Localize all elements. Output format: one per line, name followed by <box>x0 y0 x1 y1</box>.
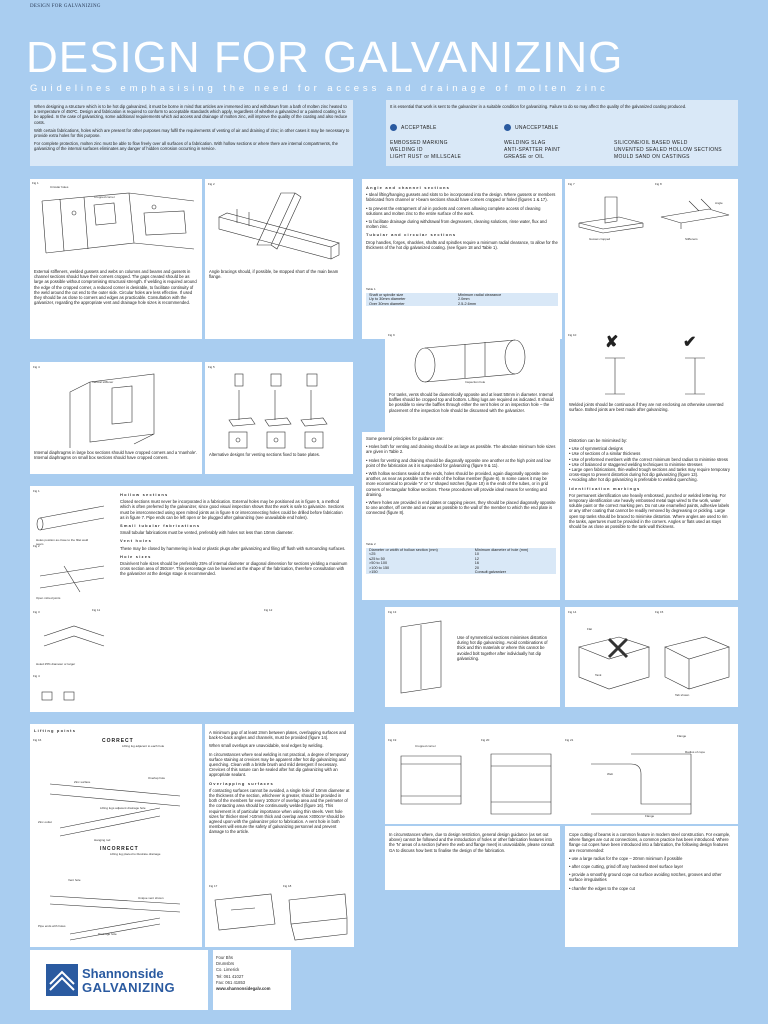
fig-7-label: Fig 7 <box>568 182 575 186</box>
company-name-line-1: Shannonside <box>82 966 164 981</box>
cope-text: Cope cutting of beams is a common feature in modern steel construction. For example, where flanges are cut at connections, a common practice has been introduced. Where flange cut copes have been introduced into a fabrication, the following design features are recommended: <box>569 832 731 853</box>
fig-13-label: Fig 13 <box>388 610 397 614</box>
stiffeners-text: External stiffeners, welded gussets and webs on columns and beams and gussets in channel sections should have their corners cropped. The gaps created should be as large as possible without compromising structural strength. If welding is required around the edge of the cropped corner, a reduced corner is desirable, to facilitate continuity of the weld around the cut end to the outer side. Circular holes are less effective. If used they should be as close to corners and edges as practicable. Consultation with the galvanizer, regarding the appropriate vent and drainage hole sizes is recommended. <box>34 269 197 306</box>
small-tubular-heading: Small tubular fabrications <box>120 523 201 529</box>
table-2-cell: 16 <box>472 561 556 565</box>
label-web: Web <box>607 772 614 776</box>
fig-2-label: Fig 2 <box>208 182 215 186</box>
label-vertical-stiffener: Vertical stiffener <box>92 380 114 384</box>
hollow-text-1: Closed sections must never be incorporated in a fabrication. External holes may be positioned as in figure 5, a method which is often preferred by the galvanizer, since good visual inspection shows that the work is safe to galvanize. Sections must be interconnected using open mitred joints as in figure 6 or interconnecting holes could be drilled before fabrication as in figure 7. Pipe ends can be left open or be plugged after galvanizing (see unavailable end holes). <box>120 499 344 520</box>
label-overlap-hole: Overlap hole <box>148 776 166 780</box>
fig-8-label: Fig 8 <box>655 182 662 186</box>
page-subtitle: Guidelines emphasising the need for access and drainage of molten zinc <box>30 83 609 94</box>
tubular-text: Drop handles, forges, shackles, shafts and spindles require a minimum radial clearance, to allow for the thickness of the hot dip galvanized coating. (see figure 18 and Table 1). <box>366 239 558 250</box>
section-venting-base <box>205 362 353 474</box>
bracing-drawing <box>211 187 347 265</box>
address-line: Tel: 061 41027 <box>216 973 244 979</box>
overlap-heading: Overlapping surfaces <box>209 780 274 786</box>
table-2-cell: 12 <box>472 557 556 561</box>
principles-item: • Holes for venting and draining should be diagonally opposite one another at the high point and low point of the fabrication as it is suspended for galvanizing (figure 9 & 11). <box>366 457 551 468</box>
cope-item: • use a large radius for the cope – 20mm minimum if possible <box>569 855 683 861</box>
section-stiffeners <box>30 179 202 339</box>
distortion-item: • Avoiding after hot dip galvanizing is preferable to welded quenching. <box>569 477 698 483</box>
distortion-item: • Use of sections of a similar thickness <box>569 451 641 457</box>
distortion-item: • Use of symmetrical designs <box>569 446 623 452</box>
section-angle-channel <box>362 179 562 339</box>
table-1 <box>366 293 558 306</box>
table-2-cell: >100 to 150 <box>366 566 472 570</box>
fig-hollow-4-label: Fig 4 <box>33 674 40 678</box>
box-section-drawing <box>50 368 180 448</box>
label-holes-position: Holes position as close to the fillet weld seam <box>36 538 89 546</box>
page-topline: DESIGN FOR GALVANIZING <box>30 4 101 9</box>
fig-15-label: Fig 15 <box>655 610 664 614</box>
cope-item: • after cope cutting, grind off any hardened steel surface layer <box>569 864 684 870</box>
section-principles <box>362 432 560 600</box>
section-distortion <box>565 432 738 600</box>
label-lifting-lug: Lifting lug adjacent to each hole <box>122 744 165 748</box>
section-angle-bracing <box>205 179 353 339</box>
overlap-text-4: If contacting surfaces cannot be avoided, a single hole of 10mm diameter at the thickness of the section, whichever is greater, should be provided in both of the members for every 100cm² of overlap area and the perimeter of the contacting area should be continuously welded (figure 16). This requirement is of particular importance when using thin steels. Vent hole sizes for thicker steel >10mm thick and overlap areas >300cm² should be agreed upon with the galvanizer prior to fabrication. A vent hole in both members will ensure the safety of galvanizing personnel and prevent damage to the article. <box>209 787 350 835</box>
section-symmetry <box>385 607 560 707</box>
acceptable-label: ACCEPTABLE <box>390 124 437 131</box>
intro-paragraph-3: For complete protection, molten zinc must be able to flow freely over all surfaces of a fabrication. With hollow sections or where there are internal compartments, the galvanizing of the internal surfaces eliminates any danger of hidden corrosion occurring in service. <box>34 141 338 152</box>
section-cropped-beams <box>385 724 738 824</box>
table-2-caption: Table 2 <box>366 542 376 546</box>
distortion-intro: Distortion can be minimised by: <box>569 438 628 443</box>
fig-10-label: Fig 10 <box>568 333 577 337</box>
label-tab-shown: Tab shown <box>675 693 690 697</box>
address-line: Four Bhs <box>216 955 233 960</box>
tick-mark-icon: ✔ <box>683 334 697 351</box>
base-plate-drawing <box>215 370 345 450</box>
principles-item: • Holes both for venting and draining should be as large as possible. The absolute minimum hole sizes are given in Table 2. <box>366 444 556 455</box>
fig-17-label: Fig 17 <box>209 884 218 888</box>
fig-hollow-3-label: Fig 3 <box>33 610 40 614</box>
intro-panel <box>30 100 353 166</box>
fig-1-label: Fig 1 <box>32 181 39 185</box>
condition-text: It is essential that work is sent to the galvanizer in a suitable condition for galvanizing. Failure to do so may affect the quality of the galvanized coating produced. <box>390 104 687 109</box>
fig-14-label: Fig 14 <box>568 610 577 614</box>
hollow-text-4: Drain/vent hole sizes should be preferably 25% of internal diameter or diagonal dimension for sections yielding a maximum cross section area of 350cm². This percentage can be lowered as the shape of the fabrication, therefore consultation with the galvanizer at the design stage is recommended. <box>120 561 348 577</box>
label-tank: Tank <box>595 673 602 677</box>
table-1-cell: Up to 30mm diameter <box>366 297 455 301</box>
page-title: DESIGN FOR GALVANIZING <box>26 33 624 82</box>
design-restriction-text: In circumstances where, due to design restriction, general design guidance (as set out above) cannot be followed and the introduction of holes or other fabrication features into the 'N' areas of a section (where the web and flange meet) is unavoidable, please consult GA to discuss how best to finalise the design of the fabrication. <box>389 832 555 853</box>
label-stiffeners: Stiffeners <box>685 237 698 241</box>
table-1-cell: 2.0mm <box>455 297 558 301</box>
table-2 <box>366 548 556 574</box>
unacceptable-list-1: WELDING SLAG ANTI-SPATTER PAINT GREASE or OIL <box>504 140 561 160</box>
section-tanks <box>385 330 560 432</box>
label-pipe-ends: Pipe ends with holes <box>38 924 66 928</box>
company-logo-icon <box>46 964 78 996</box>
table-2-cell: 10 <box>472 552 556 556</box>
table-1-header: Minimum radial clearance <box>455 293 558 297</box>
fig-9-label: Fig 9 <box>388 333 395 337</box>
table-2-cell: <25 <box>366 552 472 556</box>
label-lifting-lug-placed: Lifting lug placed to illustrate drainage <box>110 852 161 856</box>
principles-intro: Some general principles for guidance are: <box>366 436 444 441</box>
section-tanks-stays <box>565 607 738 707</box>
beam-cope-drawing <box>391 744 733 820</box>
label-unique-vent: Unique vent shown <box>138 896 164 900</box>
lifting-drawing <box>40 748 195 943</box>
overlap-text-3: In circumstances where seal welding is not practical, a degree of temporary surface staining at crevices may be apparent after hot dip galvanizing and quenching. Clean with a bristle brush and mild detergent if necessary. Crevices of this nature can be sealed after hot dip galvanizing with an appropriate sealant. <box>209 751 349 778</box>
label-drainage-hole: Drainage hole <box>98 932 117 936</box>
label-flange-bottom: Flange <box>645 814 655 818</box>
angle-channel-text-1: • Ideal lifting/hanging gussets and slots to be incorporated into the design. Where gussets or members fabricated from channel or I-beam sections should have corners cropped or holed (figures 1 & 17). <box>366 192 556 203</box>
label-cropped-corner-beam: Cropped corner <box>415 744 436 748</box>
principles-item: • With hollow sections sealed at the ends, holes should be provided, again diagonally opposite one another, as near as possible to the ends of the hollow member (figure 6). In some cases it may be more economical to provide 'V' or 'U' shaped notches (figure 10) in the ends of the tubes, or in grid corners of rectangular hollow sections. These procedures will provide ideal means for venting and draining. <box>366 471 549 497</box>
fig-11-label: Fig 11 <box>92 608 101 612</box>
label-vent-hole: Vent hole <box>68 878 81 882</box>
fig-18-label: Fig 18 <box>283 884 292 888</box>
company-logo-panel <box>30 950 208 1010</box>
company-name-line-2: GALVANIZING <box>82 980 176 995</box>
table-2-header: Minimum diameter of hole (mm) <box>472 548 556 552</box>
label-flange-top: Flange <box>677 734 687 738</box>
label-angle: Angle <box>715 201 723 205</box>
overlap-text-1: A minimum gap of at least 2mm between plates, overlapping surfaces and back-to-back angles and channels, must be provided (figure 14). <box>209 730 347 741</box>
angle-channel-heading: Angle and channel sections <box>366 185 451 190</box>
overlap-text-2: When small overlaps are unavoidable, seal edges by welding. <box>209 743 324 749</box>
distortion-item: • Use of preformed members with the correct minimum bend radius to minimise stress <box>569 456 729 462</box>
fig-hollow-2-label: Fig 2 <box>33 544 40 548</box>
label-zinc-surface: Zinc surface <box>74 780 91 784</box>
overlap-drawing <box>211 890 351 944</box>
company-address <box>213 950 291 1010</box>
website-link[interactable]: www.shannonsidegalv.com <box>216 986 271 992</box>
venting-base-text: Alternative designs for venting sections fixed to base plates. <box>209 452 321 457</box>
table-1-caption: Table 1 <box>366 287 376 291</box>
identification-heading: Identification markings <box>569 485 641 491</box>
cross-icon <box>504 124 511 131</box>
hollow-text-2: Small tubular fabrications must be vented, preferably with holes not less than 10mm diameter. <box>120 530 294 536</box>
unacceptable-list-2: SILICONE/OIL BASED WELD UNVENTED SEALED HOLLOW SECTIONS MOULD SAND ON CASTINGS <box>614 140 722 160</box>
tank-stays-drawing <box>569 617 734 703</box>
symmetry-drawing <box>391 617 451 697</box>
section-cope-cutting <box>565 826 738 947</box>
table-1-cell: Over 30mm diameter <box>366 302 455 306</box>
label-lifting-lugs-drainage: Lifting lugs adjacent drainage hole <box>100 806 146 810</box>
cope-item: • chamfer the edges to the cope cut <box>569 885 635 891</box>
hollow-heading: Hollow sections <box>120 492 169 497</box>
symmetry-text: Use of symmetrical sections minimises distortion during hot dip galvanizing. Avoid combinations of thick and thin materials or where this cannot be avoided bolt together after individually hot dip galvanizing. <box>457 635 548 661</box>
welded-joints-text: Welded joints should be continuous if they are not enclosing an otherwise unvented surface. Bolted joints are best made after galvanizing. <box>569 402 724 413</box>
tick-icon <box>390 124 397 131</box>
hollow-text-3: These may be closed by hammering in lead or plastic plugs after galvanizing and filing off flush with surrounding surfaces. <box>120 545 346 551</box>
diaphragm-text: Internal diaphragms in large box sections should have cropped corners and a 'manhole'. Internal diaphragms on small box sections should have cropped corners. <box>34 450 198 461</box>
label-inspection-hole: Inspection hole <box>465 380 486 384</box>
angle-channel-text-3: • to facilitate drainage during withdrawal from degreasers, cleaning solutions, rinse water, flux and molten zinc. <box>366 219 547 230</box>
incorrect-label: INCORRECT <box>100 846 139 852</box>
tubular-heading: Tubular and circular sections <box>366 232 457 238</box>
label-flat: Flat <box>587 627 593 631</box>
unacceptable-label: UNACCEPTABLE <box>504 124 559 131</box>
section-diaphragms <box>30 362 202 474</box>
address-line: Co. Limerick <box>216 967 240 973</box>
fig-16-label: Fig 16 <box>33 738 42 742</box>
cope-item: • provide a smoothly ground cope cut surface avoiding notches, grooves and other surface irregularities <box>569 872 722 883</box>
section-lifting-points <box>30 724 202 947</box>
table-1-header: Shaft or spindle size <box>366 293 455 297</box>
angle-channel-text-2: • to prevent the entrapment of air in pockets and corners allowing complete access of cleaning solutions and molten zinc to the entire surface of the work. <box>366 205 541 216</box>
label-holed-25: Holed 25% diameter or larger <box>36 662 76 666</box>
section-design-restriction <box>385 826 560 890</box>
fig-19-label: Fig 19 <box>388 738 397 742</box>
label-radius-of-cope: Radius of cope <box>685 750 706 754</box>
table-2-header: Diameter or width of hollow section (mm) <box>366 548 472 552</box>
label-gusset-cropped: Gusset cropped <box>589 237 611 241</box>
vent-holes-heading: Vent holes <box>120 538 153 544</box>
identification-text: For permanent identification use heavily embossed, punched or welded lettering. For temporary identification use heavily embossed metal tags wired to the work, water soluble paint or the correct marking pen. Do not use enamelled paints, adhesive labels or any other coating that cannot be readily removed by degreasing or pickling. Large open top tanks should be braced to minimise distortion. Where angles are used to rim the tanks, apertures must be provided in the corners. Angles or flats used as stays should be as close as possible to the tank wall thickness. <box>569 492 730 530</box>
welded-joint-drawing <box>585 354 725 398</box>
hole-sizes-heading: Hole sizes <box>120 553 152 559</box>
table-2-cell: Consult galvanizer <box>472 570 556 574</box>
bracing-text: Angle bracings should, if possible, be stopped short of the main beam flange. <box>209 269 339 280</box>
label-zinc-outlet: Zinc outlet <box>38 820 52 824</box>
section-gussets <box>565 179 738 339</box>
cross-mark-icon: ✘ <box>605 334 619 351</box>
fig-5-label: Fig 5 <box>208 365 215 369</box>
table-2-cell: ≤25 to 50 <box>366 557 472 561</box>
label-hanging-rod: Hanging rod <box>94 838 111 842</box>
section-welded-joints <box>565 330 738 432</box>
condition-panel <box>386 100 738 166</box>
section-notch-figures <box>88 604 354 712</box>
principles-item: • Where holes are provided in end plates or capping pieces, they should be placed diagonally opposite to one another, off centre and as near as possible to the wall of the member to which the end plate is connected (figure 8). <box>366 500 556 516</box>
lifting-heading: Lifting points <box>34 728 77 733</box>
fig-4-label: Fig 4 <box>33 365 40 369</box>
table-2-cell: >50 to 100 <box>366 561 472 565</box>
fig-20-label: Fig 20 <box>481 738 490 742</box>
table-2-cell: 20 <box>472 566 556 570</box>
address-line: Drumsbrs <box>216 961 235 967</box>
table-2-cell: >150 <box>366 570 472 574</box>
correct-label: CORRECT <box>102 738 134 744</box>
label-open-mitred-joints: Open mitred joints <box>36 596 61 600</box>
fig-hollow-1-label: Fig 1 <box>33 489 40 493</box>
fig-12-label: Fig 12 <box>264 608 273 612</box>
table-1-cell: 2.5-2.6mm <box>455 302 558 306</box>
distortion-item: • Large open fabrications, thin-walled trough sections and tanks may require temporary cross-stays to prevent distortion during hot dip galvanizing (figure 13). <box>569 467 730 478</box>
address-line: Fax: 061 41853 <box>216 979 246 985</box>
intro-paragraph-2: With certain fabrications, holes which are present for other purposes may fulfil the requirements of venting of air and draining of zinc; in other cases it may be necessary to provide extra holes for this purpose. <box>34 127 350 139</box>
label-cropped-corner: Cropped corner <box>94 195 115 199</box>
distortion-item: • Use of balanced or staggered welding techniques to minimise stresses <box>569 461 703 467</box>
stiffener-drawing <box>34 183 198 263</box>
label-circular-holes: Circular holes <box>50 185 69 189</box>
acceptable-list: EMBOSSED MARKING WELDING ID LIGHT RUST or MILLSCALE <box>390 140 462 160</box>
fig-21-label: Fig 21 <box>565 738 574 742</box>
intro-paragraph-1: When designing a structure which is to be hot dip galvanized, it must be borne in mind that articles are immersed into and withdrawn from a bath of molten zinc heated to a temperature of 450ºC. Design and fabrication is required to conform to acceptable standards which apply, regardless of whether a galvanized or a painted coating is to be applied. In the case of galvanizing, some additional requirements which aid access and drainage of molten zinc, will improve the quality of the coating and also reduce costs. <box>34 104 348 125</box>
tank-text: For tanks, vents should be diametrically opposite and at least 50mm in diameter. Internal baffles should be cropped top and bottom. Lifting lugs are required as indicated. It should be possible to view the baffles through either the vent holes or an inspection hole – the placement of the inspection hole should be discussed with the galvanizer. <box>389 392 554 413</box>
section-overlapping <box>205 724 354 947</box>
